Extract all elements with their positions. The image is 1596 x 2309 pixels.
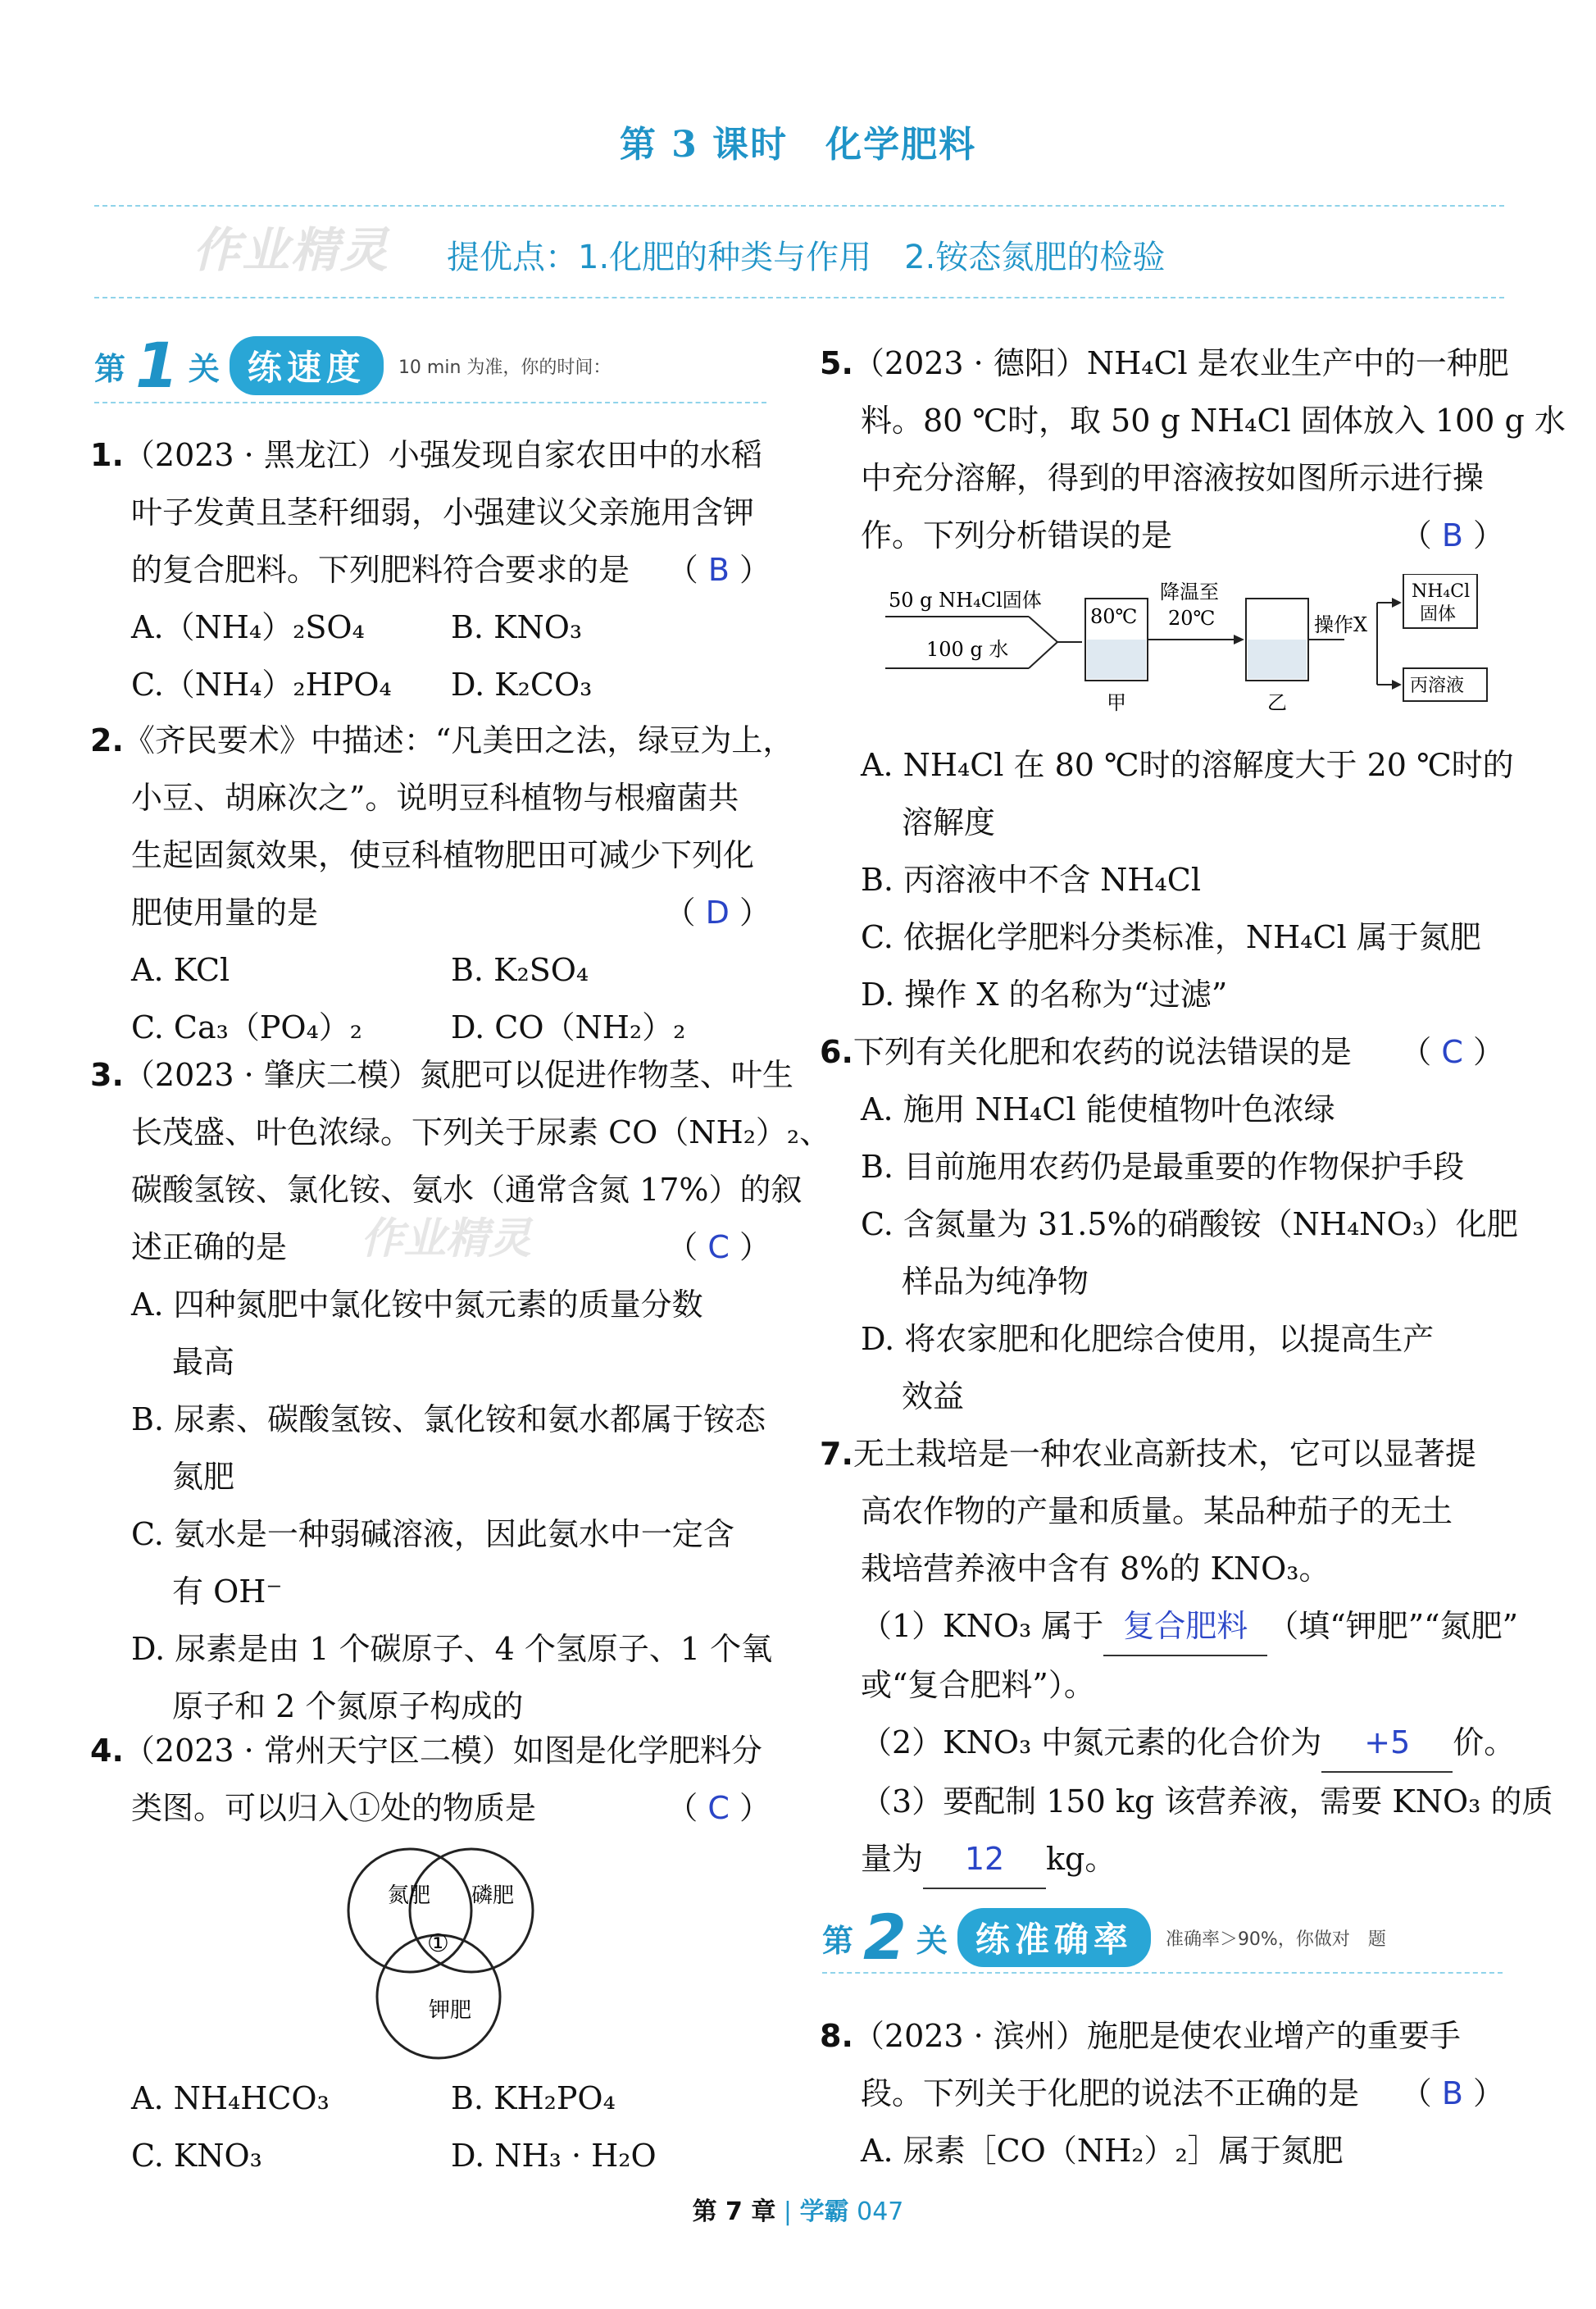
gate-2-banner — [822, 1901, 1386, 1974]
question-text-line: （2023 · 黑龙江）小强发现自家农田中的水稻 — [123, 437, 762, 473]
question-text-line: 叶子发黄且茎秆细弱，小强建议父亲施用含钾 — [131, 494, 755, 531]
question-number: 3. — [90, 1057, 124, 1093]
cooling-temp: 20℃ — [1168, 607, 1216, 630]
part-2-suffix: 价。 — [1453, 1724, 1516, 1760]
question-text-line: 作。下列分析错误的是 — [861, 517, 1173, 553]
question-text-line: （2023 · 常州天宁区二模）如图是化学肥料分 — [123, 1733, 762, 1769]
inline-watermark: 作业精灵 — [361, 1214, 532, 1264]
question-text-line: 高农作物的产量和质量。某品种茄子的无土 — [861, 1493, 1453, 1529]
part-1-prefix: （1）KNO₃ 属于 — [861, 1608, 1104, 1644]
gate-number: 1 — [135, 329, 179, 402]
beaker-2-liquid — [1248, 640, 1307, 679]
part-1-answer: 复合肥料 — [1103, 1597, 1267, 1656]
option-c-cont: 样品为纯净物 — [902, 1264, 1089, 1300]
question-number: 6. — [820, 1034, 853, 1070]
gate-1-line — [94, 402, 766, 403]
beaker-1-temp: 80℃ — [1090, 605, 1138, 628]
answer-choice: C — [1441, 1034, 1463, 1070]
question-3 — [90, 1046, 831, 1735]
part-1-line2: 或“复合肥料”）。 — [861, 1667, 1095, 1703]
option-c-cont: 有 OH⁻ — [172, 1573, 283, 1610]
diagram-input-solid: 50 g NH₄Cl固体 — [889, 589, 1042, 612]
option-d-cont: 原子和 2 个氮原子构成的 — [172, 1688, 524, 1724]
question-text-line: （2023 · 德阳）NH₄Cl 是农业生产中的一种肥 — [853, 345, 1509, 381]
gate-note: 准确率＞90%，你做对 题 — [1165, 1929, 1386, 1950]
part-3-line1: （3）要配制 150 kg 该营养液，需要 KNO₃ 的质 — [861, 1783, 1553, 1819]
answer-choice: C — [707, 1229, 730, 1265]
venn-center-marker: ① — [427, 1929, 449, 1958]
question-text-line: 下列有关化肥和农药的说法错误的是 — [853, 1034, 1352, 1070]
answer-choice: B — [1441, 517, 1463, 553]
question-4 — [90, 1722, 771, 1837]
page-number: 047 — [857, 2197, 904, 2226]
part-2-answer: +5 — [1321, 1714, 1453, 1773]
footer-brand: 学霸 — [799, 2197, 849, 2226]
beaker-1-label: 甲 — [1107, 691, 1126, 714]
option-b-cont: 氮肥 — [172, 1459, 235, 1495]
question-text-line: 无土栽培是一种农业高新技术，它可以显著提 — [853, 1436, 1476, 1472]
question-text-line: 小豆、胡麻次之”。说明豆科植物与根瘤菌共 — [131, 780, 739, 816]
question-text-line: 碳酸氢铵、氯化铵、氨水（通常含氮 17%）的叙 — [131, 1172, 803, 1208]
option-d: D. CO（NH₂）₂ — [451, 1009, 686, 1045]
venn-label-potassium: 钾肥 — [429, 1998, 472, 2023]
brand-watermark: 作业精灵 — [193, 222, 390, 278]
question-1 — [90, 426, 771, 713]
question-number: 4. — [90, 1733, 124, 1769]
part-3-suffix: kg。 — [1046, 1841, 1116, 1877]
output-solid-line2: 固体 — [1420, 604, 1457, 625]
gate-prefix: 第 — [822, 1922, 854, 1959]
option-d: D. 将农家肥和化肥综合使用，以提高生产 — [861, 1321, 1435, 1357]
option-a-cont: 溶解度 — [902, 804, 996, 840]
answer-bracket: （ B ） — [666, 552, 771, 588]
question-text-line: 《齐民要术》中描述：“凡美田之法，绿豆为上， — [123, 722, 794, 758]
header-divider-bottom — [94, 297, 1504, 298]
diagram-input-water: 100 g 水 — [926, 638, 1009, 661]
output-solid-line1: NH₄Cl — [1412, 581, 1471, 602]
question-text-line: 段。下列关于化肥的说法不正确的是 — [861, 2075, 1360, 2111]
gate-prefix: 第 — [94, 350, 126, 387]
part-2-prefix: （2）KNO₃ 中氮元素的化合价为 — [861, 1724, 1322, 1760]
question-text-line: 述正确的是 — [131, 1229, 288, 1265]
option-b: B. KNO₃ — [451, 609, 583, 645]
question-text-line: 类图。可以归入①处的物质是 — [131, 1790, 537, 1826]
gate-2-line — [822, 1972, 1503, 1974]
question-2 — [90, 712, 794, 1056]
option-c: C. Ca₃（PO₄）₂ — [131, 1009, 363, 1045]
gate-label: 练速度 — [230, 336, 384, 395]
question-8 — [820, 2007, 1504, 2179]
answer-bracket: （ C ） — [666, 1790, 771, 1826]
option-a: A. 四种氮肥中氯化铵中氮元素的质量分数 — [131, 1287, 703, 1323]
lesson-title: 第 3 课时 化学肥料 — [619, 124, 977, 166]
option-b: B. 丙溶液中不含 NH₄Cl — [861, 862, 1202, 898]
gate-number: 2 — [863, 1901, 907, 1974]
question-4-options — [90, 2070, 771, 2184]
option-a: A. KCl — [131, 952, 230, 988]
output-solution: 丙溶液 — [1410, 676, 1465, 696]
option-d: D. 操作 X 的名称为“过滤” — [861, 977, 1228, 1013]
gate-1-banner — [94, 329, 612, 402]
question-number: 5. — [820, 345, 853, 381]
question-7 — [820, 1425, 1553, 1889]
question-text-line: 肥使用量的是 — [131, 895, 319, 931]
question-number: 7. — [820, 1436, 853, 1472]
option-d: D. K₂CO₃ — [451, 667, 593, 703]
answer-bracket: （ C ） — [666, 1229, 771, 1265]
option-b: B. KH₂PO₄ — [451, 2080, 616, 2116]
question-6 — [820, 1023, 1518, 1425]
beaker-2-label: 乙 — [1267, 691, 1287, 714]
question-5-options — [820, 736, 1514, 1023]
part-3-answer: 12 — [923, 1830, 1046, 1889]
question-number: 1. — [90, 437, 124, 473]
answer-bracket: （ D ） — [664, 895, 771, 931]
question-5 — [820, 335, 1566, 564]
question-text-line: 的复合肥料。下列肥料符合要求的是 — [131, 552, 630, 588]
header-divider-top — [94, 205, 1504, 207]
page-footer: 第 7 章 | 学霸 047 — [692, 2197, 904, 2226]
part-1-suffix: （填“钾肥”“氮肥” — [1267, 1608, 1519, 1644]
diagram-arrowhead — [1234, 635, 1244, 644]
beaker-1-liquid — [1087, 640, 1146, 679]
answer-choice: B — [1441, 2075, 1463, 2111]
answer-choice: C — [707, 1790, 730, 1826]
option-b: B. 目前施用农药仍是最重要的作物保护手段 — [861, 1149, 1465, 1185]
option-b: B. 尿素、碳酸氢铵、氯化铵和氨水都属于铵态 — [131, 1401, 766, 1437]
gate-label: 练准确率 — [957, 1908, 1151, 1967]
option-c: C. KNO₃ — [131, 2138, 262, 2174]
option-b: B. K₂SO₄ — [451, 952, 589, 988]
option-d: D. NH₃ · H₂O — [451, 2138, 657, 2174]
option-c: C. 氨水是一种弱碱溶液，因此氨水中一定含 — [131, 1516, 734, 1552]
option-c: C.（NH₄）₂HPO₄ — [131, 667, 392, 703]
focus-points: 提优点：1.化肥的种类与作用 2.铵态氮肥的检验 — [447, 239, 1166, 276]
answer-bracket: （ B ） — [1400, 2075, 1504, 2111]
diagram-arrow — [1029, 617, 1057, 668]
option-a-cont: 最高 — [172, 1344, 235, 1380]
operation-label: 操作X — [1314, 613, 1368, 636]
footer-chapter: 第 7 章 — [692, 2197, 776, 2226]
option-c: C. 含氮量为 31.5%的硝酸铵（NH₄NO₃）化肥 — [861, 1206, 1518, 1242]
option-a: A. NH₄Cl 在 80 ℃时的溶解度大于 20 ℃时的 — [861, 747, 1514, 783]
option-a: A. NH₄HCO₃ — [131, 2080, 330, 2116]
venn-label-phosphorus: 磷肥 — [471, 1883, 515, 1908]
question-text-line: 生起固氮效果，使豆科植物肥田可减少下列化 — [131, 837, 755, 873]
question-number: 8. — [820, 2018, 853, 2054]
option-d-cont: 效益 — [902, 1378, 965, 1414]
question-number: 2. — [90, 722, 124, 758]
process-diagram — [885, 574, 1492, 722]
question-text-line: 栽培营养液中含有 8%的 KNO₃。 — [861, 1551, 1330, 1587]
venn-label-nitrogen: 氮肥 — [388, 1883, 431, 1908]
venn-diagram — [332, 1837, 553, 2066]
option-d: D. 尿素是由 1 个碳原子、4 个氢原子、1 个氧 — [131, 1631, 773, 1667]
option-c: C. 依据化学肥料分类标准，NH₄Cl 属于氮肥 — [861, 919, 1481, 955]
question-text-line: 料。80 ℃时，取 50 g NH₄Cl 固体放入 100 g 水 — [861, 403, 1566, 439]
answer-bracket: （ B ） — [1400, 517, 1504, 553]
question-text-line: 中充分溶解，得到的甲溶液按如图所示进行操 — [861, 460, 1485, 496]
option-a: A. 施用 NH₄Cl 能使植物叶色浓绿 — [861, 1091, 1335, 1127]
gate-note: 10 min 为准，你的时间： — [398, 357, 612, 378]
diagram-arrowhead — [1392, 680, 1402, 690]
diagram-arrowhead — [1392, 598, 1402, 608]
option-a: A. 尿素［CO（NH₂）₂］属于氮肥 — [861, 2133, 1344, 2169]
cooling-step: 降温至 — [1160, 581, 1219, 603]
answer-choice: D — [705, 895, 730, 931]
answer-bracket: （ C ） — [1400, 1034, 1504, 1070]
answer-choice: B — [707, 552, 730, 588]
question-text-line: （2023 · 肇庆二模）氮肥可以促进作物茎、叶生 — [123, 1057, 793, 1093]
gate-suffix: 关 — [188, 350, 220, 387]
part-3-prefix: 量为 — [861, 1841, 924, 1877]
question-text-line: 长茂盛、叶色浓绿。下列关于尿素 CO（NH₂）₂、 — [131, 1114, 831, 1150]
gate-suffix: 关 — [916, 1922, 948, 1959]
option-a: A.（NH₄）₂SO₄ — [131, 609, 365, 645]
question-text-line: （2023 · 滨州）施肥是使农业增产的重要手 — [853, 2018, 1461, 2054]
